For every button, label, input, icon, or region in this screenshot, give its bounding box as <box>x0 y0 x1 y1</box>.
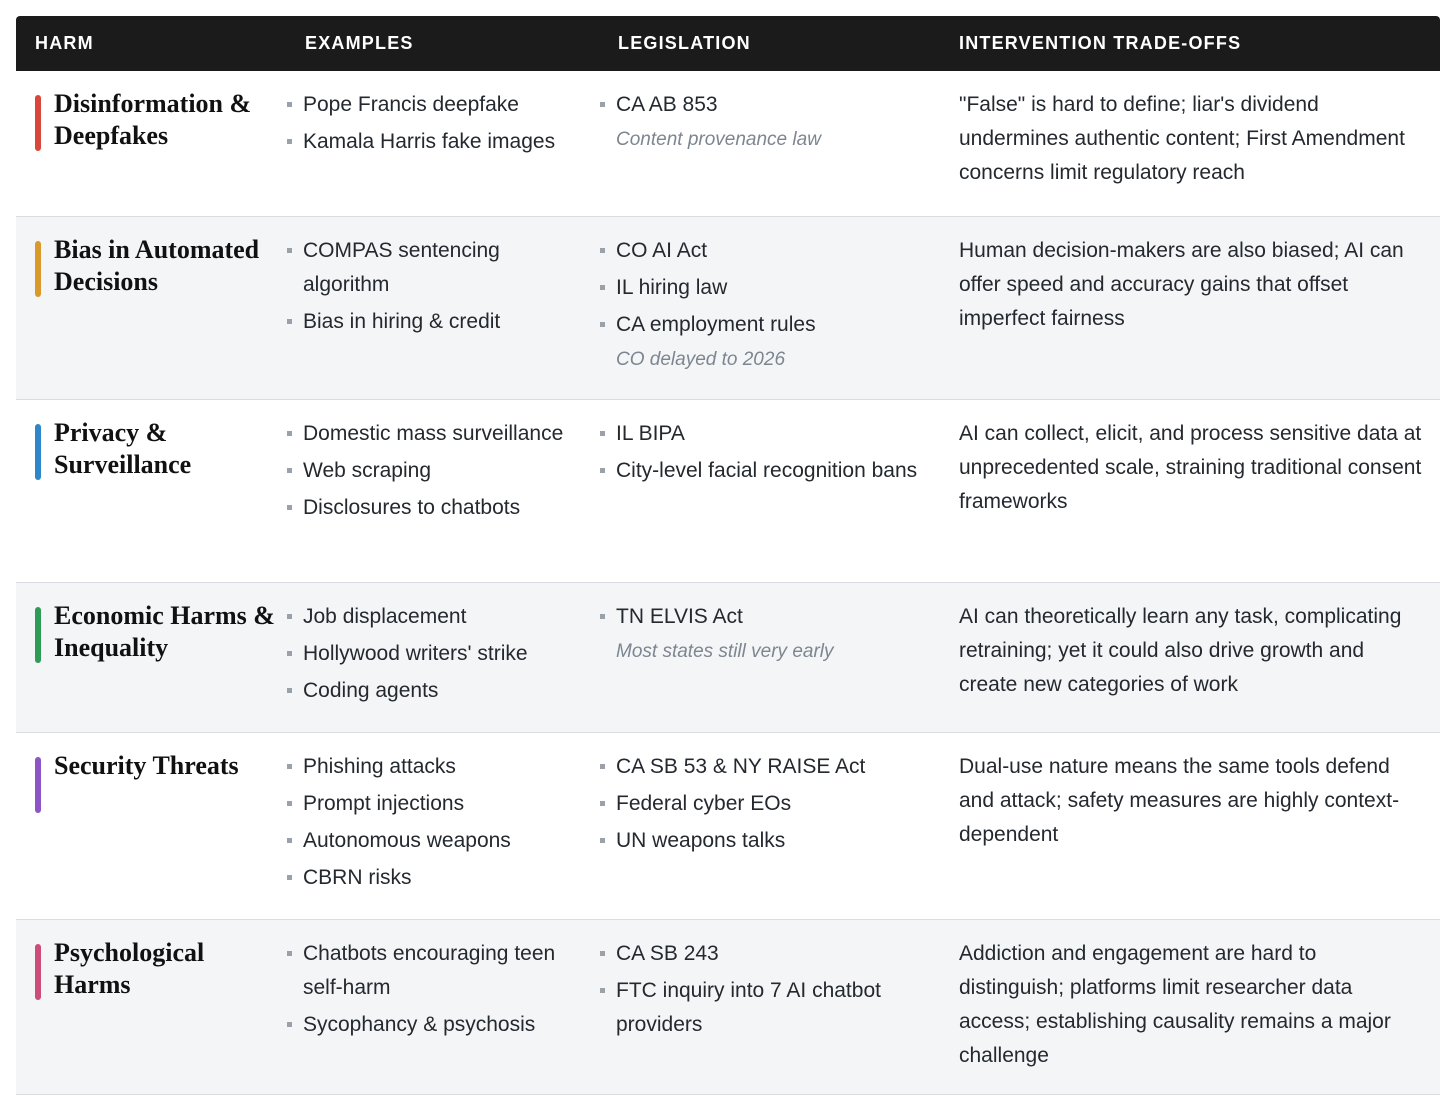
bullet-icon <box>287 139 292 144</box>
example-item <box>286 417 589 451</box>
bullet-icon <box>287 688 292 693</box>
legislation-cell <box>599 919 940 1094</box>
example-text: Sycophancy & psychosis <box>303 1012 536 1036</box>
table-row <box>16 399 1440 582</box>
examples-cell <box>286 732 599 919</box>
example-item <box>286 674 589 708</box>
bullet-icon <box>600 801 605 806</box>
example-item <box>286 824 589 858</box>
examples-cell <box>286 399 599 582</box>
legislation-item <box>599 600 930 634</box>
tradeoff-text: AI can theoretically learn any task, complicating retraining; yet it could also drive growth and create new categories of work <box>940 582 1440 732</box>
harm-cell <box>16 399 286 582</box>
bullet-icon <box>600 322 605 327</box>
legislation-cell <box>599 399 940 582</box>
legislation-item <box>599 454 930 488</box>
legislation-text: City-level facial recognition bans <box>616 458 918 482</box>
legislation-text: FTC inquiry into 7 AI chatbot providers <box>616 978 881 1036</box>
harm-cell <box>16 732 286 919</box>
harm-color-bar <box>35 95 41 151</box>
legislation-text: CA AB 853 <box>616 93 718 116</box>
example-text: Phishing attacks <box>303 754 456 778</box>
example-text: Job displacement <box>303 604 467 628</box>
bullet-icon <box>287 651 292 656</box>
example-text: Pope Francis deepfake <box>303 93 519 116</box>
bullet-icon <box>287 319 292 324</box>
harm-cell <box>16 216 286 399</box>
example-item <box>286 125 589 159</box>
example-text: CBRN risks <box>303 865 412 889</box>
legislation-cell <box>599 216 940 399</box>
example-item <box>286 88 589 122</box>
header-tradeoffs: INTERVENTION TRADE-OFFS <box>940 16 1440 71</box>
legislation-text: IL BIPA <box>616 421 685 445</box>
example-text: Autonomous weapons <box>303 828 511 852</box>
bullet-icon <box>600 951 605 956</box>
example-item <box>286 491 589 525</box>
harm-title: Economic Harms & Inequality <box>54 600 275 662</box>
bullet-icon <box>600 988 605 993</box>
legislation-cell <box>599 582 940 732</box>
example-item <box>286 637 589 671</box>
legislation-note: Most states still very early <box>616 640 834 662</box>
harm-color-bar <box>35 944 41 1000</box>
harm-title: Security Threats <box>54 750 239 780</box>
harm-title: Disinformation & Deepfakes <box>54 89 252 150</box>
legislation-item <box>599 271 930 305</box>
example-text: Bias in hiring & credit <box>303 309 501 333</box>
examples-cell <box>286 582 599 732</box>
legislation-item <box>599 750 930 784</box>
legislation-note: Content provenance law <box>616 129 821 150</box>
legislation-item <box>599 88 930 122</box>
example-item <box>286 454 589 488</box>
bullet-icon <box>287 951 292 956</box>
table-row <box>16 216 1440 399</box>
bullet-icon <box>287 505 292 510</box>
bullet-icon <box>600 285 605 290</box>
example-text: Chatbots encouraging teen self-harm <box>303 941 556 999</box>
bullet-icon <box>600 838 605 843</box>
example-item <box>286 305 589 339</box>
examples-cell <box>286 919 599 1094</box>
bullet-icon <box>600 431 605 436</box>
harm-title: Privacy & Surveillance <box>54 417 192 479</box>
legislation-item <box>599 974 930 1042</box>
tradeoff-text: Addiction and engagement are hard to distinguish; platforms limit researcher data access; establishing causality remains a major challenge <box>940 919 1440 1094</box>
legislation-text: CO AI Act <box>616 238 708 262</box>
example-item <box>286 600 589 634</box>
table-row <box>16 732 1440 919</box>
example-text: Kamala Harris fake images <box>303 130 556 153</box>
harm-color-bar <box>35 241 41 297</box>
tradeoff-text: Human decision-makers are also biased; AI can offer speed and accuracy gains that offset imperfect fairness <box>940 216 1440 399</box>
legislation-text: UN weapons talks <box>616 828 786 852</box>
bullet-icon <box>287 102 292 107</box>
legislation-item <box>599 417 930 451</box>
example-text: Prompt injections <box>303 791 465 815</box>
example-item <box>286 787 589 821</box>
legislation-text: CA employment rules <box>616 312 816 336</box>
table-row <box>16 71 1440 216</box>
table-row <box>16 582 1440 732</box>
example-item <box>286 234 589 302</box>
tradeoff-text: "False" is hard to define; liar's dividend undermines authentic content; First Amendment concerns limit regulatory reach <box>940 71 1440 216</box>
example-text: Web scraping <box>303 458 432 482</box>
example-text: Domestic mass surveillance <box>303 421 564 445</box>
bullet-icon <box>287 1022 292 1027</box>
legislation-item <box>599 824 930 858</box>
legislation-item <box>599 787 930 821</box>
legislation-cell <box>599 71 940 216</box>
bullet-icon <box>287 431 292 436</box>
bullet-icon <box>600 614 605 619</box>
harms-table <box>16 16 1440 1095</box>
bullet-icon <box>600 764 605 769</box>
header-row <box>16 16 1440 71</box>
bullet-icon <box>287 875 292 880</box>
harm-title: Bias in Automated Decisions <box>54 234 260 296</box>
header-legislation: LEGISLATION <box>599 16 940 71</box>
example-item <box>286 861 589 895</box>
legislation-text: CA SB 243 <box>616 941 719 965</box>
legislation-text: CA SB 53 & NY RAISE Act <box>616 754 866 778</box>
legislation-note: CO delayed to 2026 <box>616 348 786 370</box>
bullet-icon <box>600 468 605 473</box>
legislation-item <box>599 234 930 268</box>
bullet-icon <box>287 248 292 253</box>
bullet-icon <box>287 801 292 806</box>
header-harm: HARM <box>16 16 286 71</box>
examples-cell <box>286 71 599 216</box>
harm-cell <box>16 71 286 216</box>
example-item <box>286 750 589 784</box>
harm-color-bar <box>35 607 41 663</box>
bullet-icon <box>287 764 292 769</box>
legislation-item <box>599 308 930 342</box>
harm-color-bar <box>35 757 41 813</box>
bullet-icon <box>287 468 292 473</box>
harm-cell <box>16 582 286 732</box>
example-text: Hollywood writers' strike <box>303 641 528 665</box>
example-item <box>286 937 589 1005</box>
example-text: Disclosures to chatbots <box>303 495 521 519</box>
bullet-icon <box>600 102 605 107</box>
legislation-text: TN ELVIS Act <box>616 604 743 628</box>
examples-cell <box>286 216 599 399</box>
example-text: Coding agents <box>303 678 439 702</box>
table-row <box>16 919 1440 1094</box>
example-item <box>286 1008 589 1042</box>
harm-cell <box>16 919 286 1094</box>
example-text: COMPAS sentencing algorithm <box>303 238 500 296</box>
harm-title: Psychological Harms <box>54 937 205 999</box>
legislation-text: IL hiring law <box>616 275 728 299</box>
tradeoff-text: Dual-use nature means the same tools defend and attack; safety measures are highly context-dependent <box>940 732 1440 919</box>
bullet-icon <box>600 248 605 253</box>
header-examples: EXAMPLES <box>286 16 599 71</box>
tradeoff-text: AI can collect, elicit, and process sensitive data at unprecedented scale, straining traditional consent frameworks <box>940 399 1440 582</box>
legislation-item <box>599 937 930 971</box>
legislation-text: Federal cyber EOs <box>616 791 792 815</box>
bullet-icon <box>287 614 292 619</box>
bullet-icon <box>287 838 292 843</box>
harm-color-bar <box>35 424 41 480</box>
legislation-cell <box>599 732 940 919</box>
